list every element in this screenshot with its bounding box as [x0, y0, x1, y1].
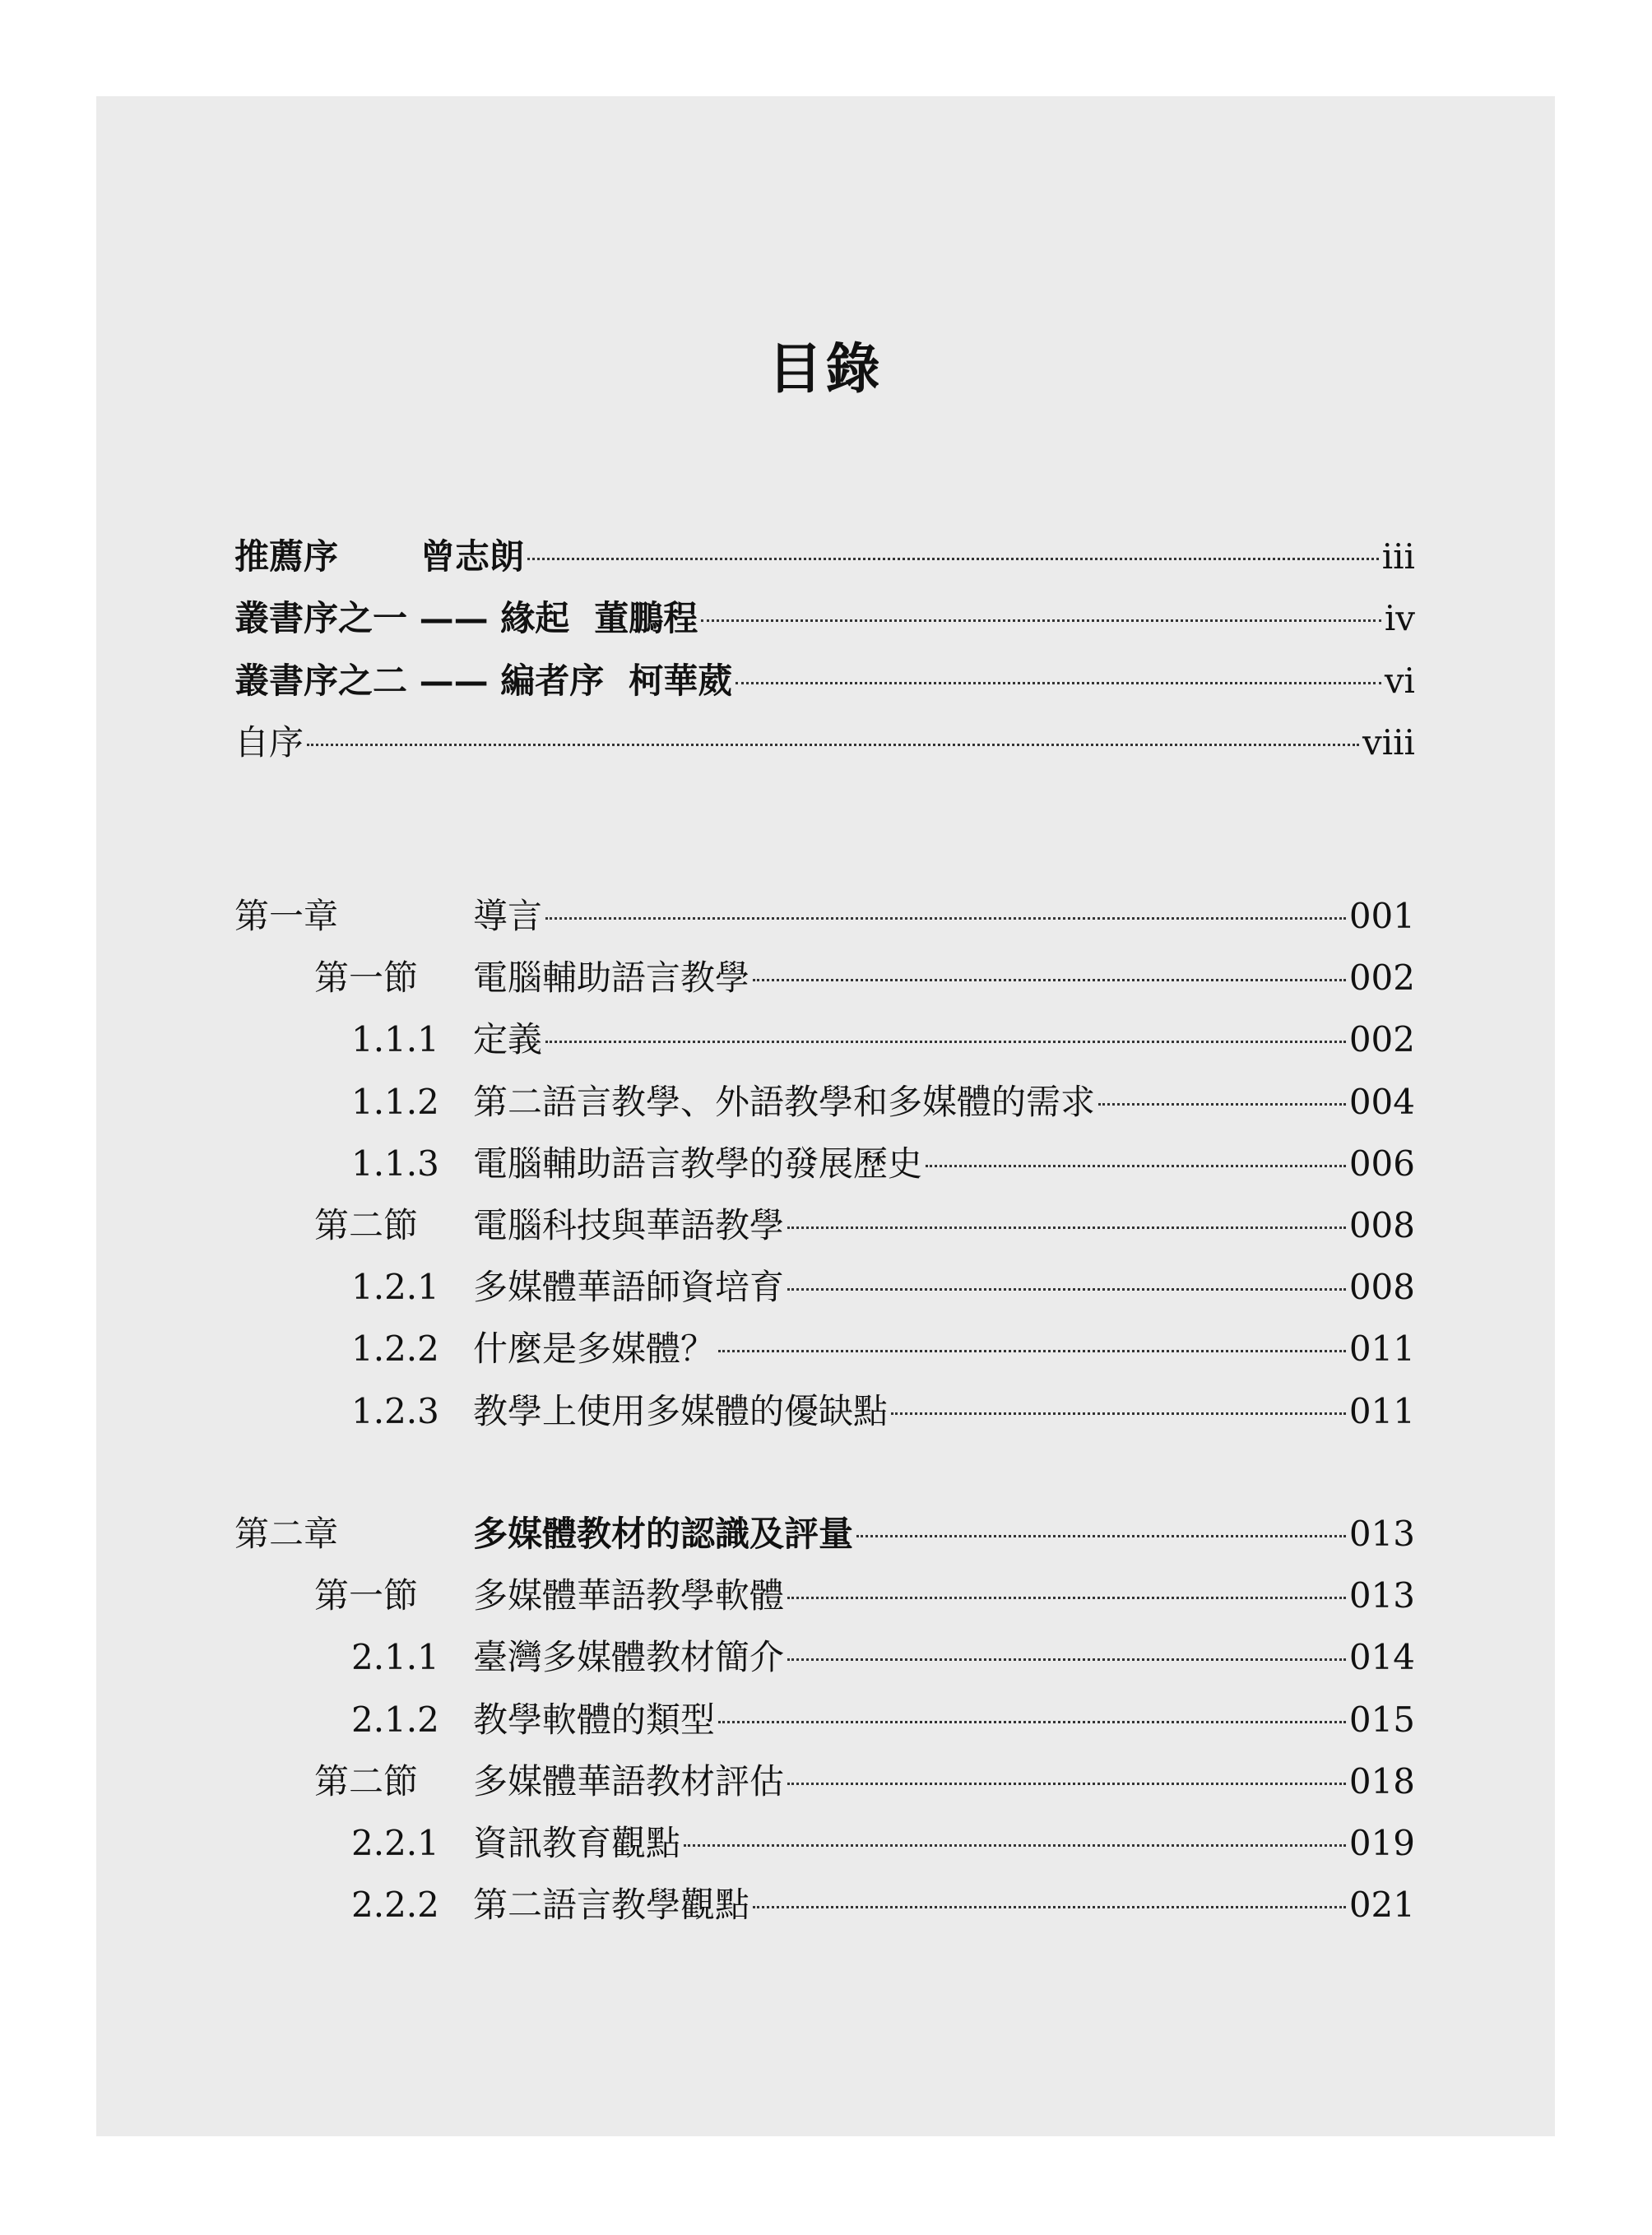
page-number: 019 [1348, 1823, 1415, 1863]
subsection-number: 1.1.3 [351, 1143, 439, 1184]
dot-leader [753, 1906, 1346, 1908]
entry-title: 資訊教育觀點 [473, 1823, 681, 1863]
page-number: 011 [1348, 1390, 1415, 1431]
toc-subsection-entry[interactable] [351, 1324, 1415, 1374]
page-number: 004 [1348, 1081, 1415, 1122]
dot-leader [856, 1535, 1346, 1537]
entry-title: 教學軟體的類型 [473, 1699, 716, 1740]
entry-title: 多媒體華語教學軟體 [473, 1575, 785, 1616]
page-number: 002 [1348, 1019, 1415, 1060]
page-number: 008 [1348, 1205, 1415, 1245]
toc-subsection-entry[interactable] [351, 1078, 1415, 1127]
dot-leader [787, 1783, 1346, 1785]
chapter-label: 第一章 [234, 896, 339, 936]
dot-leader [684, 1844, 1346, 1847]
dot-leader [545, 1041, 1346, 1043]
page-number: 015 [1348, 1699, 1415, 1740]
entry-title: 臺灣多媒體教材簡介 [473, 1637, 785, 1678]
entry-title: 電腦輔助語言教學的發展歷史 [473, 1143, 923, 1184]
entry-title: 柯華葳 [629, 661, 733, 701]
toc-section-entry[interactable] [314, 953, 1415, 1003]
toc-subsection-entry[interactable] [351, 1015, 1415, 1064]
dot-leader [527, 558, 1379, 560]
section-label: 第二節 [314, 1205, 419, 1245]
page-number: 013 [1348, 1575, 1415, 1616]
book-page [96, 96, 1555, 2136]
subsection-number: 1.2.2 [351, 1328, 439, 1370]
dot-leader [718, 1721, 1346, 1723]
subsection-number: 1.1.2 [351, 1081, 439, 1122]
chapter-title: 多媒體教材的認識及評量 [473, 1514, 854, 1554]
section-label: 第一節 [314, 1575, 419, 1616]
dot-leader [787, 1597, 1346, 1599]
toc-section-entry[interactable] [314, 1201, 1415, 1250]
toc-section-entry[interactable] [314, 1757, 1415, 1806]
toc-subsection-entry[interactable] [351, 1819, 1415, 1868]
entry-title: 第二語言教學、外語教學和多媒體的需求 [473, 1081, 1096, 1122]
entry-title: 叢書序之二 —— 編者序 [234, 661, 605, 701]
subsection-number: 2.2.2 [351, 1885, 439, 1926]
entry-title: 什麼是多媒體？ [473, 1328, 716, 1370]
dot-leader [891, 1412, 1346, 1415]
toc-subsection-entry[interactable] [351, 1139, 1415, 1189]
page-number: 018 [1348, 1760, 1415, 1801]
toc-section-entry[interactable] [314, 1571, 1415, 1621]
subsection-number: 1.2.1 [351, 1267, 439, 1308]
entry-title: 叢書序之一 —— 緣起 [234, 598, 570, 638]
entry-title: 自序 [234, 722, 304, 763]
dot-leader [787, 1658, 1346, 1661]
dot-leader [787, 1288, 1346, 1291]
toc-subsection-entry[interactable] [351, 1880, 1415, 1930]
entry-title: 第二語言教學觀點 [473, 1885, 750, 1926]
entry-title: 董鵬程 [594, 598, 698, 638]
subsection-number: 2.1.2 [351, 1699, 439, 1740]
toc-subsection-entry[interactable] [351, 1263, 1415, 1312]
page-number: 001 [1348, 896, 1415, 936]
dot-leader [787, 1226, 1346, 1229]
toc-preface-entry[interactable] [234, 656, 1415, 706]
toc-preface-entry[interactable] [234, 718, 1415, 767]
entry-title: 多媒體華語師資培育 [473, 1267, 785, 1308]
section-label: 第二節 [314, 1760, 419, 1801]
page-number: 008 [1348, 1267, 1415, 1308]
dot-leader [926, 1165, 1346, 1167]
chapter-label: 第二章 [234, 1514, 339, 1554]
toc-chapter-entry[interactable] [234, 892, 1415, 941]
page-number: 021 [1348, 1885, 1415, 1926]
dot-leader [718, 1350, 1346, 1352]
entry-title: 多媒體華語教材評估 [473, 1760, 785, 1801]
entry-title: 電腦科技與華語教學 [473, 1205, 785, 1245]
entry-title: 定義 [473, 1019, 543, 1060]
dot-leader [1098, 1103, 1346, 1106]
page-number: viii [1362, 722, 1415, 763]
page-number: 002 [1348, 958, 1415, 999]
entry-title: 電腦輔助語言教學 [473, 958, 750, 999]
chapter-title: 導言 [473, 896, 543, 936]
page-number: vi [1384, 661, 1415, 701]
toc-preface-entry[interactable] [234, 594, 1415, 643]
dot-leader [736, 682, 1381, 684]
page-title: 目錄 [768, 336, 884, 401]
page-number: 013 [1348, 1514, 1415, 1554]
page-number: iv [1384, 598, 1415, 638]
toc-subsection-entry[interactable] [351, 1633, 1415, 1682]
page-number: 006 [1348, 1143, 1415, 1184]
toc-subsection-entry[interactable] [351, 1695, 1415, 1745]
dot-leader [753, 979, 1346, 981]
dot-leader [701, 619, 1381, 622]
entry-title: 教學上使用多媒體的優缺點 [473, 1390, 889, 1431]
toc-chapter-entry[interactable] [234, 1509, 1415, 1559]
section-label: 第一節 [314, 958, 419, 999]
entry-title: 曾志朗 [420, 536, 525, 577]
subsection-number: 2.2.1 [351, 1823, 439, 1863]
subsection-number: 1.2.3 [351, 1390, 439, 1431]
subsection-number: 2.1.1 [351, 1637, 439, 1678]
page-number: 011 [1348, 1328, 1415, 1370]
toc-preface-entry[interactable] [234, 532, 1415, 582]
entry-title: 推薦序 [234, 536, 339, 577]
subsection-number: 1.1.1 [351, 1019, 439, 1060]
dot-leader [307, 744, 1359, 746]
page-number: 014 [1348, 1637, 1415, 1678]
page-number: iii [1381, 536, 1415, 577]
dot-leader [545, 917, 1346, 920]
toc-subsection-entry[interactable] [351, 1387, 1415, 1436]
